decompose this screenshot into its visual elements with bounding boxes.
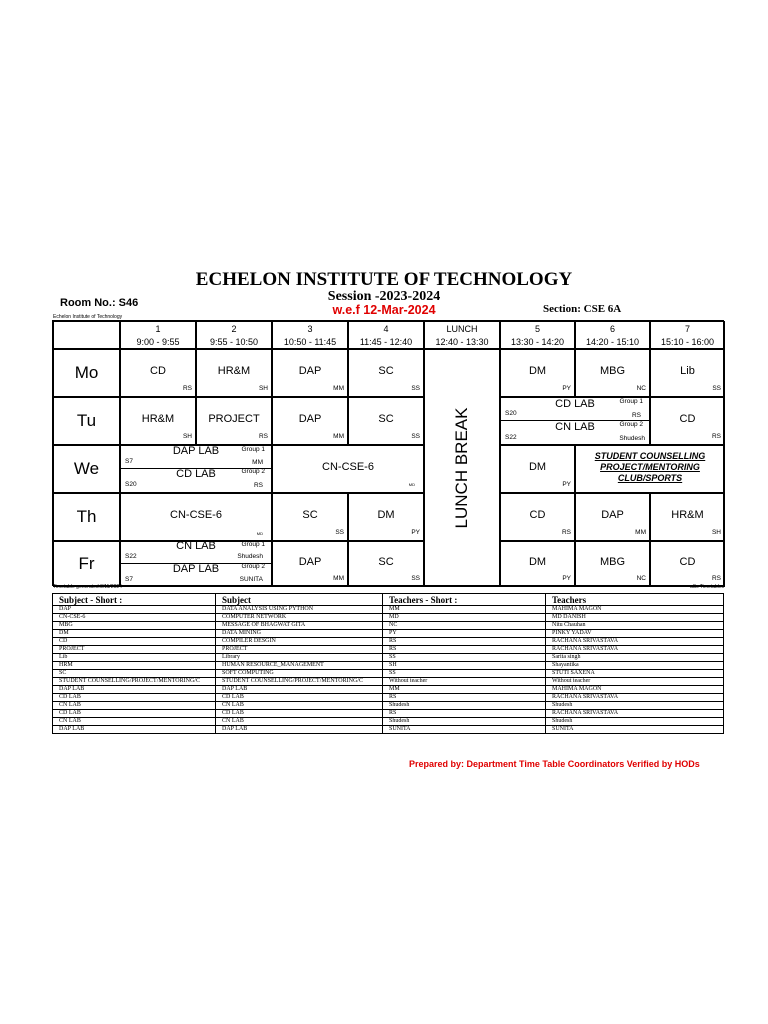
legend-cell: SC (53, 670, 216, 678)
slot-we-p1-p2-labs (120, 445, 272, 493)
legend-cell: CD LAB (216, 694, 383, 702)
legend-cell: Lib (53, 654, 216, 662)
teacher: NC (636, 385, 646, 392)
slot-th-p1-p2 (120, 493, 272, 541)
teacher: Shudesh (237, 553, 263, 560)
period-number: 7 (684, 324, 690, 334)
slot-mo-p3 (272, 349, 348, 397)
day-label-th: Th (53, 493, 120, 541)
teacher: SS (712, 385, 721, 392)
slot-fr-p5 (500, 541, 575, 587)
teacher: NC (636, 575, 646, 582)
subject: MBG (599, 365, 626, 377)
legend-cell: STUDENT COUNSELLING/PROJECT/MENTORING/C (216, 678, 383, 686)
teacher: SS (411, 433, 420, 440)
teacher: MM (333, 575, 344, 582)
teacher: MD (256, 531, 263, 536)
period-number: 2 (231, 324, 237, 334)
subject: CD (679, 413, 696, 425)
period-header (650, 321, 725, 349)
day-label-we: We (53, 445, 120, 493)
teacher: Shudesh (619, 435, 645, 442)
teacher: RS (631, 412, 641, 419)
slot-fr-p4 (348, 541, 424, 587)
institute-title: ECHELON INSTITUTE OF TECHNOLOGY (195, 269, 573, 290)
lab-room: S22 (125, 553, 137, 560)
legend-cell: RACHANA SRIVASTAVA (546, 646, 724, 654)
teacher: SUNITA (239, 576, 263, 583)
teacher: MD (408, 482, 415, 487)
legend-cell: Shudesh (383, 702, 546, 710)
slot-tu-p4 (348, 397, 424, 445)
legend-cell: Without teacher (546, 678, 724, 686)
teacher: PY (562, 575, 571, 582)
teacher: RS (182, 385, 192, 392)
lab-group: Group 2 (241, 468, 265, 475)
subject: DAP (601, 509, 624, 521)
legend-row (53, 694, 724, 702)
room-number: Room No.: S46 (60, 297, 139, 309)
legend-row (53, 726, 724, 734)
period-header (272, 321, 348, 349)
lab-subject: CD LAB (176, 468, 216, 480)
institute-small-label: Echelon Institute of Technology (53, 314, 123, 320)
legend-cell: PROJECT (53, 646, 216, 654)
legend-row (53, 670, 724, 678)
slot-tu-p7 (650, 397, 725, 445)
slot-we-p3-p4 (272, 445, 424, 493)
lab-subject: CN LAB (176, 540, 216, 552)
legend-row (53, 614, 724, 622)
legend-cell: MBG (53, 622, 216, 630)
teacher: SH (258, 385, 268, 392)
subject: DM (528, 365, 547, 377)
slot-tu-p2 (196, 397, 272, 445)
legend-cell: Shudesh (546, 718, 724, 726)
legend-cell: DAP LAB (216, 686, 383, 694)
day-label-mo: Mo (53, 349, 120, 397)
period-header (348, 321, 424, 349)
legend-header-row (53, 594, 724, 606)
slot-mo-p2 (196, 349, 272, 397)
legend-cell: CN LAB (53, 702, 216, 710)
legend-cell: DAP (53, 606, 216, 614)
teacher: PY (562, 385, 571, 392)
period-header-lunch (424, 321, 500, 349)
slot-th-p5 (500, 493, 575, 541)
period-header (120, 321, 196, 349)
legend-cell: MAHIMA MAGON (546, 606, 724, 614)
legend-cell: MM (383, 686, 546, 694)
legend-cell: NC (383, 622, 546, 630)
slot-we-p5 (500, 445, 575, 493)
subject: DAP (298, 365, 322, 377)
legend-cell: SH (383, 662, 546, 670)
subject: HR&M (217, 365, 251, 377)
lab-group: Group 2 (619, 421, 643, 428)
session-label: Session -2023-2024 (327, 289, 441, 304)
legend-cell: DAP LAB (53, 686, 216, 694)
legend-cell: MESSAGE OF BHAGWAT GITA (216, 622, 383, 630)
legend-cell: MM (383, 606, 546, 614)
legend-row (53, 630, 724, 638)
legend-cell: DAP LAB (53, 726, 216, 734)
period-number: 1 (155, 324, 161, 334)
lab-room: S20 (505, 410, 517, 417)
period-number: LUNCH (446, 324, 478, 334)
subject: HR&M (671, 509, 704, 521)
legend-row (53, 710, 724, 718)
period-time: 14:20 - 15:10 (585, 337, 640, 347)
section-label: Section: CSE 6A (543, 303, 622, 315)
period-number: 4 (383, 324, 389, 334)
subject: Lib (680, 365, 695, 377)
teacher: PY (562, 481, 571, 488)
teacher: RS (561, 529, 571, 536)
subject: DAP (298, 413, 322, 425)
legend-header: Teachers (546, 594, 724, 606)
legend-body (53, 606, 724, 734)
lab-subject: DAP LAB (172, 445, 220, 457)
teacher: PY (411, 529, 420, 536)
lab-room: S20 (125, 481, 137, 488)
legend-cell: RACHANA SRIVASTAVA (546, 694, 724, 702)
subject: SC (378, 365, 394, 377)
lab-subject: DAP LAB (172, 563, 220, 575)
period-header (196, 321, 272, 349)
teacher: MM (333, 385, 344, 392)
legend-cell: CN LAB (216, 718, 383, 726)
legend-cell: Sarita singh (546, 654, 724, 662)
legend-cell: RS (383, 646, 546, 654)
legend-cell: RS (383, 638, 546, 646)
subject: CD (150, 365, 166, 377)
subject: DAP (298, 556, 322, 568)
legend-cell: DAP LAB (216, 726, 383, 734)
legend-cell: RACHANA SRIVASTAVA (546, 638, 724, 646)
legend-row (53, 702, 724, 710)
legend-cell: HUMAN RESOURCE_MANAGEMENT (216, 662, 383, 670)
legend-cell: RS (383, 710, 546, 718)
legend-cell: MD (383, 614, 546, 622)
legend-row (53, 662, 724, 670)
slot-mo-p4 (348, 349, 424, 397)
slot-th-p4 (348, 493, 424, 541)
teacher: RS (258, 433, 268, 440)
subject: CD (679, 556, 696, 568)
legend-cell: CN LAB (53, 718, 216, 726)
timetable-generated-note: Timetable generated:3/11/2024 (53, 584, 122, 590)
legend-cell: CD (53, 638, 216, 646)
legend-header: Subject (216, 594, 383, 606)
legend-cell: RS (383, 694, 546, 702)
legend-cell: CD LAB (53, 710, 216, 718)
period-header (575, 321, 650, 349)
teacher: MM (252, 459, 263, 466)
lab-group: Group 1 (619, 398, 643, 405)
teacher: MM (635, 529, 646, 536)
legend-row (53, 718, 724, 726)
legend-cell: Shayantika (546, 662, 724, 670)
slot-th-p7 (650, 493, 725, 541)
legend-row (53, 678, 724, 686)
legend-cell: MD DANISH (546, 614, 724, 622)
period-time: 9:55 - 10:50 (209, 337, 259, 347)
legend-cell: Without teacher (383, 678, 546, 686)
legend-row (53, 606, 724, 614)
teacher: MM (333, 433, 344, 440)
slot-th-p3 (272, 493, 348, 541)
teacher: RS (253, 482, 263, 489)
period-time: 11:45 - 12:40 (359, 337, 413, 347)
subject: CN-CSE-6 (322, 461, 374, 473)
legend-cell: STUTI SAXENA (546, 670, 724, 678)
lab-subject: CN LAB (555, 421, 595, 433)
legend-cell: SUNITA (383, 726, 546, 734)
subject: DM (528, 556, 547, 568)
lab-group: Group 1 (241, 446, 265, 453)
slot-tu-p5-p6-labs (500, 397, 650, 445)
teacher: SS (411, 385, 420, 392)
teacher: RS (711, 433, 721, 440)
legend-cell: RACHANA SRIVASTAVA (546, 710, 724, 718)
effective-date: w.e.f 12-Mar-2024 (332, 303, 436, 317)
legend-cell: PY (383, 630, 546, 638)
legend-row (53, 654, 724, 662)
legend-cell: SOFT COMPUTING (216, 670, 383, 678)
lunch-break-cell (424, 349, 500, 587)
teacher: SS (335, 529, 344, 536)
legend-cell: DATA ANALYSIS USING PYTHON (216, 606, 383, 614)
legend-header: Subject - Short : (53, 594, 216, 606)
slot-fr-p1-p2-labs (120, 541, 272, 587)
activity-line: PROJECT/MENTORING (600, 462, 700, 472)
subject: CN-CSE-6 (170, 509, 222, 521)
legend-cell: Shudesh (383, 718, 546, 726)
period-number: 5 (534, 324, 540, 334)
subject: PROJECT (208, 413, 260, 425)
slot-fr-p7 (650, 541, 725, 587)
legend-cell: PROJECT (216, 646, 383, 654)
lab-room: S7 (125, 458, 133, 465)
legend-cell: CD LAB (216, 710, 383, 718)
activity-line: STUDENT COUNSELLING (594, 451, 706, 461)
legend-row (53, 686, 724, 694)
slot-mo-p5 (500, 349, 575, 397)
legend-cell: COMPUTER NETWORK (216, 614, 383, 622)
legend-cell: CD LAB (53, 694, 216, 702)
slot-mo-p6 (575, 349, 650, 397)
slot-fr-p3 (272, 541, 348, 587)
period-time: 15:10 - 16:00 (660, 337, 715, 347)
lab-room: S7 (125, 576, 133, 583)
legend-row (53, 646, 724, 654)
slot-mo-p7 (650, 349, 725, 397)
slot-fr-p6 (575, 541, 650, 587)
slot-we-p6-p7-activity (575, 445, 725, 493)
legend-row (53, 622, 724, 630)
slot-tu-p3 (272, 397, 348, 445)
timetable-grid (52, 320, 724, 586)
period-number: 3 (307, 324, 313, 334)
legend-cell: STUDENT COUNSELLING/PROJECT/MENTORING/C (53, 678, 216, 686)
day-label-fr: Fr (53, 541, 120, 587)
subject: DM (377, 509, 395, 521)
period-header (500, 321, 575, 349)
lab-subject: CD LAB (555, 398, 595, 410)
legend-cell: SUNITA (546, 726, 724, 734)
legend-cell: Library (216, 654, 383, 662)
teacher: SH (182, 433, 192, 440)
legend-cell: DATA MINING (216, 630, 383, 638)
day-label-tu: Tu (53, 397, 120, 445)
prepared-by-note: Prepared by: Department Time Table Coordinators Verified by HODs (409, 759, 700, 769)
teacher: RS (711, 575, 721, 582)
legend-header: Teachers - Short : (383, 594, 546, 606)
slot-th-p6 (575, 493, 650, 541)
period-number: 6 (609, 324, 615, 334)
legend-cell: MAHIMA MAGON (546, 686, 724, 694)
legend-cell: DM (53, 630, 216, 638)
legend-cell: PINKY YADAV (546, 630, 724, 638)
subject: SC (302, 509, 318, 521)
lab-room: S22 (505, 434, 517, 441)
period-time: 9:00 - 9:55 (136, 337, 180, 347)
lab-group: Group 1 (241, 541, 265, 548)
lunch-break-label: LUNCH BREAK (452, 407, 471, 529)
legend-cell: COMPILER DESGIN (216, 638, 383, 646)
slot-mo-p1 (120, 349, 196, 397)
slot-tu-p1 (120, 397, 196, 445)
period-time: 12:40 - 13:30 (435, 337, 489, 347)
legend-cell: Shudesh (546, 702, 724, 710)
subject: CD (529, 509, 546, 521)
legend-cell: SS (383, 670, 546, 678)
legend-row (53, 638, 724, 646)
period-time: 10:50 - 11:45 (283, 337, 337, 347)
subject: DM (528, 461, 547, 473)
subject: HR&M (141, 413, 175, 425)
activity-line: CLUB/SPORTS (617, 473, 683, 483)
legend-cell: HRM (53, 662, 216, 670)
legend-table (52, 593, 724, 734)
subject: SC (378, 556, 394, 568)
lab-group: Group 2 (241, 563, 265, 570)
teacher: SH (711, 529, 721, 536)
legend-cell: SS (383, 654, 546, 662)
legend-cell: CN LAB (216, 702, 383, 710)
legend-cell: Nitu Chauhan (546, 622, 724, 630)
corner-cell (53, 321, 120, 349)
subject: SC (378, 413, 394, 425)
subject: MBG (599, 556, 626, 568)
period-time: 13:30 - 14:20 (510, 337, 565, 347)
asc-timetables-note: aSc Timetables (690, 584, 725, 590)
teacher: SS (411, 575, 420, 582)
legend-cell: CN-CSE-6 (53, 614, 216, 622)
